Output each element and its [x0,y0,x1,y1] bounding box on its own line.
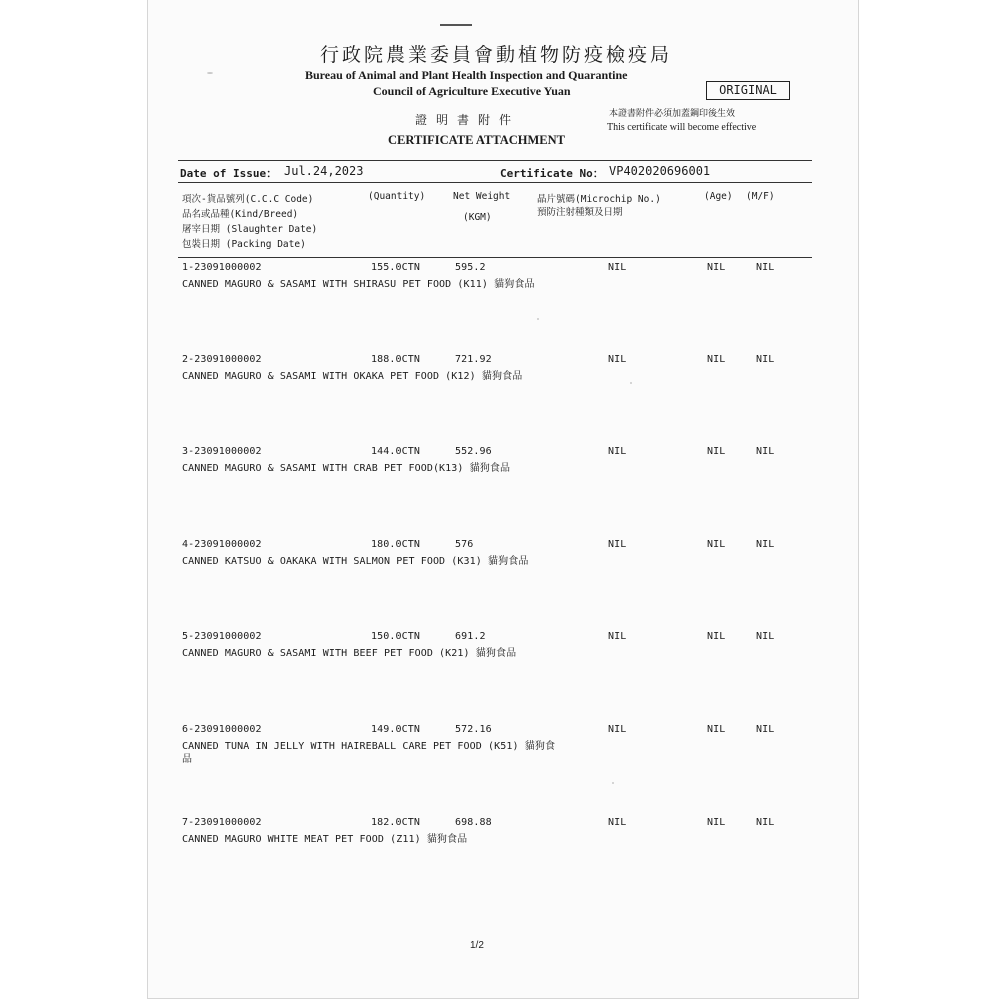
row-age: NIL [707,724,726,735]
agency-name-english: Bureau of Animal and Plant Health Inspection and Quarantine [305,68,628,82]
divider [178,160,812,161]
row-item-code: 6-23091000002 [182,724,262,735]
top-mark [440,24,472,26]
row-net-weight: 552.96 [455,446,492,457]
row-sex: NIL [756,539,775,550]
row-description: CANNED MAGURO & SASAMI WITH SHIRASU PET FOOD (K11) 貓狗食品 [182,279,535,290]
row-description: CANNED MAGURO WHITE MEAT PET FOOD (Z11) 貓狗食品 [182,834,468,845]
row-age: NIL [707,354,726,365]
scan-speck [630,382,632,384]
row-sex: NIL [756,724,775,735]
row-item-code: 5-23091000002 [182,631,262,642]
column-header-slaughter-date: 屠宰日期 (Slaughter Date) [182,224,318,235]
column-header-quantity: (Quantity) [368,191,426,202]
row-quantity: 144.0CTN [371,446,420,457]
attachment-title-english: CERTIFICATE ATTACHMENT [388,133,566,147]
row-net-weight: 576 [455,539,474,550]
column-header-microchip: 晶片號碼(Microchip No.) [537,194,661,205]
certificate-number-label: Certificate No： [500,167,604,180]
row-net-weight: 572.16 [455,724,492,735]
row-microchip: NIL [608,262,627,273]
row-sex: NIL [756,446,775,457]
row-age: NIL [707,817,726,828]
issue-date-label: Date of Issue： [180,167,278,180]
row-description: CANNED MAGURO & SASAMI WITH CRAB PET FOOD(K13) 貓狗食品 [182,463,511,474]
row-description: CANNED KATSUO & OAKAKA WITH SALMON PET FOOD (K31) 貓狗食品 [182,556,529,567]
column-header-kgm: (KGM) [463,212,492,223]
row-description-continued: 品 [182,754,193,765]
page-number: 1/2 [470,940,484,951]
row-item-code: 4-23091000002 [182,539,262,550]
row-item-code: 1-23091000002 [182,262,262,273]
row-item-code: 2-23091000002 [182,354,262,365]
row-description: CANNED MAGURO & SASAMI WITH OKAKA PET FOOD (K12) 貓狗食品 [182,371,523,382]
row-net-weight: 595.2 [455,262,486,273]
row-sex: NIL [756,354,775,365]
column-header-vaccination: 預防注射種類及日期 [537,207,623,218]
row-microchip: NIL [608,446,627,457]
row-quantity: 188.0CTN [371,354,420,365]
row-microchip: NIL [608,817,627,828]
row-quantity: 182.0CTN [371,817,420,828]
council-name-english: Council of Agriculture Executive Yuan [373,84,571,98]
row-quantity: 149.0CTN [371,724,420,735]
row-microchip: NIL [608,631,627,642]
row-net-weight: 721.92 [455,354,492,365]
column-header-kind-breed: 品名或品種(Kind/Breed) [182,209,299,220]
column-header-age: (Age) [704,191,733,202]
column-header-item-code: 項次-貨品號列(C.C.C Code) [182,194,314,205]
row-quantity: 155.0CTN [371,262,420,273]
certificate-number: VP402020696001 [609,164,711,178]
row-microchip: NIL [608,539,627,550]
row-description: CANNED MAGURO & SASAMI WITH BEEF PET FOOD (K21) 貓狗食品 [182,648,517,659]
issue-date: Jul.24,2023 [284,164,364,178]
row-quantity: 180.0CTN [371,539,420,550]
row-age: NIL [707,631,726,642]
row-quantity: 150.0CTN [371,631,420,642]
column-header-packing-date: 包裝日期 (Packing Date) [182,239,306,250]
divider [178,257,812,258]
scan-speck [612,782,614,784]
scan-speck [207,72,213,74]
row-description: CANNED TUNA IN JELLY WITH HAIREBALL CARE PET FOOD (K51) 貓狗食 [182,741,556,752]
row-sex: NIL [756,262,775,273]
original-stamp: ORIGINAL [706,81,790,100]
scan-speck [537,318,539,320]
attachment-title-chinese: 證明書附件 [415,113,521,127]
row-age: NIL [707,262,726,273]
certificate-page [147,0,859,999]
divider [178,182,812,183]
row-microchip: NIL [608,354,627,365]
effective-note-english: This certificate will become effective [607,122,757,133]
column-header-net-weight: Net Weight [453,191,511,202]
row-net-weight: 691.2 [455,631,486,642]
column-header-sex: (M/F) [746,191,775,202]
effective-note-chinese: 本證書附件必須加蓋鋼印後生效 [609,109,736,119]
row-sex: NIL [756,631,775,642]
row-age: NIL [707,446,726,457]
row-sex: NIL [756,817,775,828]
agency-name-chinese: 行政院農業委員會動植物防疫檢疫局 [320,44,673,66]
row-age: NIL [707,539,726,550]
row-item-code: 3-23091000002 [182,446,262,457]
row-item-code: 7-23091000002 [182,817,262,828]
row-microchip: NIL [608,724,627,735]
row-net-weight: 698.88 [455,817,492,828]
